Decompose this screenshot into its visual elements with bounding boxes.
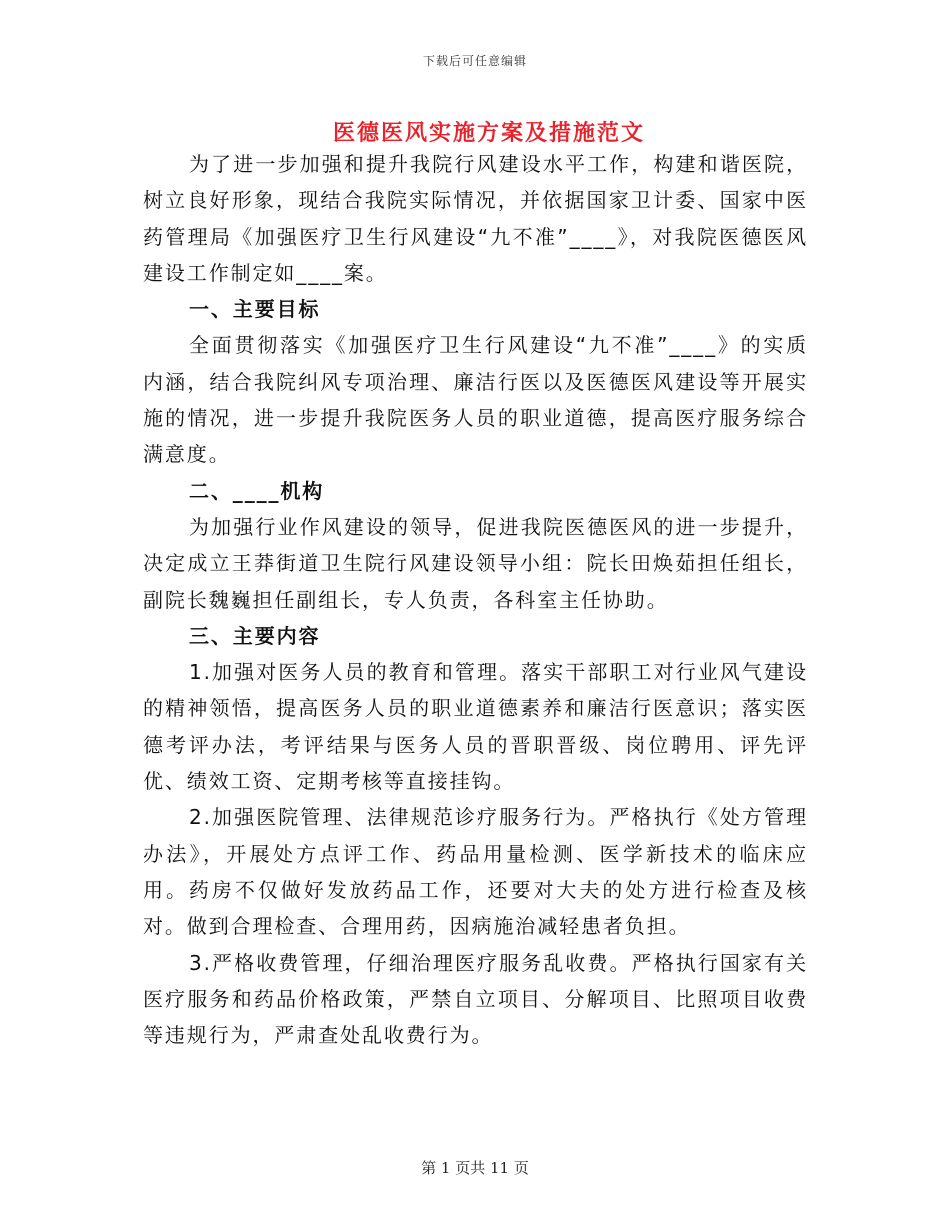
section-heading-content: 三、主要内容 [189,623,321,648]
section-paragraph: 为加强行业作风建设的领导，促进我院医德医风的进一步提升，决定成立王莽街道卫生院行风建设领导小组：院长田焕茹担任组长，副院长魏巍担任副组长，专人负责，各科室主任协助。 [143,514,808,612]
header-note: 下载后可任意编辑 [422,54,527,68]
section-heading-organization: 二、____机构 [189,478,325,503]
document-body [143,146,808,1053]
section-paragraph: 3.严格收费管理，仔细治理医疗服务乱收费。严格执行国家有关医疗服务和药品价格政策，严禁自立项目、分解项目、比照项目收费等违规行为，严肃查处乱收费行为。 [143,950,808,1048]
document-title: 医德医风实施方案及措施范文 [332,121,645,146]
section-heading-goals: 一、主要目标 [189,297,321,322]
section-paragraph: 2.加强医院管理、法律规范诊疗服务行为。严格执行《处方管理办法》，开展处方点评工作、药品用量检测、医学新技术的临床应用。药房不仅做好发放药品工作，还要对大夫的处方进行检查及核对。做到合理检查、合理用药，因病施治减轻患者负担。 [143,805,808,939]
section-paragraph: 1.加强对医务人员的教育和管理。落实干部职工对行业风气建设的精神领悟，提高医务人员的职业道德素养和廉洁行医意识；落实医德考评办法，考评结果与医务人员的晋职晋级、岗位聘用、评先评优、绩效工资、定期考核等直接挂钩。 [143,660,808,794]
section-paragraph: 全面贯彻落实《加强医疗卫生行风建设“九不准”____》的实质内涵，结合我院纠风专项治理、廉洁行医以及医德医风建设等开展实施的情况，进一步提升我院医务人员的职业道德，提高医疗服务综合满意度。 [143,333,808,467]
page-footer: 第 1 页共 11 页 [421,1159,529,1177]
intro-paragraph: 为了进一步加强和提升我院行风建设水平工作，构建和谐医院，树立良好形象，现结合我院实际情况，并依据国家卫计委、国家中医药管理局《加强医疗卫生行风建设“九不准”____》，对我院医德医风建设工作制定如____案。 [143,152,808,285]
